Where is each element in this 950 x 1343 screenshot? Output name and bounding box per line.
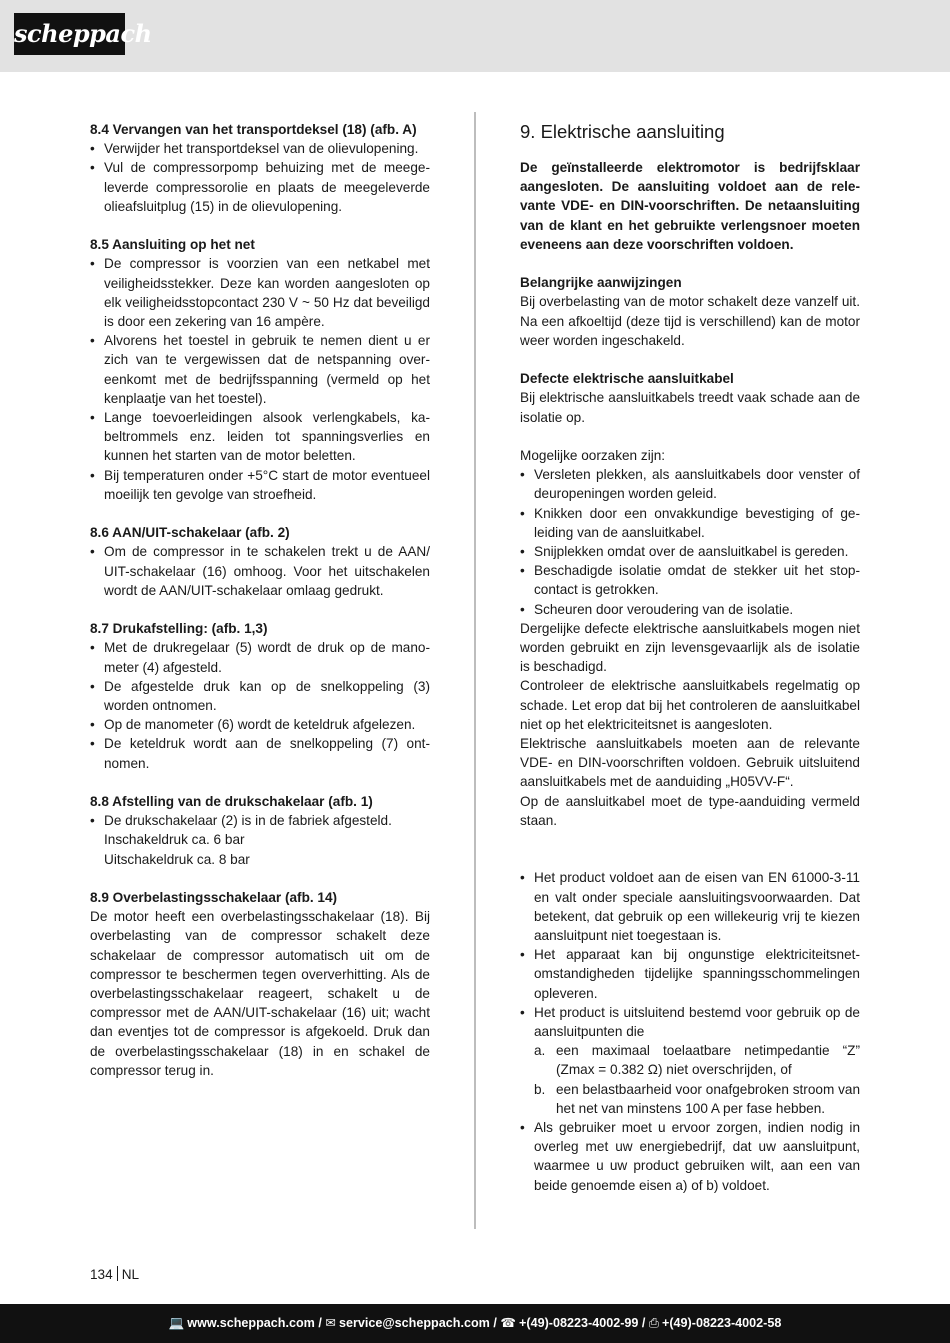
list-item: • Verwijder het transportdeksel van de olievulopening. bbox=[90, 139, 430, 158]
section-8-4-title: 8.4 Vervangen van het transportdeksel (18) (afb. A) bbox=[90, 122, 417, 137]
section-8-7-title: 8.7 Drukafstelling: (afb. 1,3) bbox=[90, 621, 268, 637]
list-item: • Om de compressor in te schakelen trekt u de AAN/ UIT-schakelaar (16) omhoog. Voor het uitschakelen wordt de AAN/UIT-schakelaar omlaag gedrukt. bbox=[90, 542, 430, 600]
footer-email[interactable]: service@scheppach.com bbox=[338, 1316, 490, 1330]
list-item: • Lange toevoerleidingen alsook verlengkabels, kabeltrommels enz. leiden tot spanningsverlies en kunnen het starten van de motor beletten. bbox=[90, 408, 430, 466]
section-8-7-list bbox=[90, 638, 430, 772]
list-item: • Versleten plekken, als aansluitkabels door venster of deuropeningen worden geleid. bbox=[520, 465, 860, 503]
list-item: • De compressor is voorzien van een netkabel met veiligheidsstekker. Deze kan worden aangesloten op elk veiligheidsstopcontact 230 V ~ 50 Hz dat beveiligd is door een zekering van 16 ampère. bbox=[90, 254, 430, 331]
right-column bbox=[520, 120, 860, 1195]
list-item: • Scheuren door veroudering van de isolatie. bbox=[520, 600, 860, 619]
section-8-5-title: 8.5 Aansluiting op het net bbox=[90, 237, 255, 253]
section-8-6-title: 8.6 AAN/UIT-schakelaar (afb. 2) bbox=[90, 525, 290, 541]
list-item: • Als gebruiker moet u ervoor zorgen, indien nodig in overleg met uw energiebedrijf, dat uw aansluitpunt, waarmee u uw product gebruiken wilt, aan een van beide genoemde eisen a) of b) voldoet. bbox=[520, 1118, 860, 1195]
defect-cable-text: Bij elektrische aansluitkabels treedt vaak schade aan de isolatie op. bbox=[520, 390, 860, 425]
section-8-5-list bbox=[90, 254, 430, 504]
fax-icon: ⎙ bbox=[648, 1316, 659, 1330]
section-8-9-text: De motor heeft een overbelastingsschakelaar (18). Bij overbelasting van de compressor schakelt deze schakelaar de compressor automatisch uit om de compressor te beschermen tegen oververhitting. Als de overbelastingsschakelaar reageert, schakelt u de compressor met de AAN/UIT-schakelaar (16) uit; wacht dan eventjes tot de compressor is afgekoeld. Druk dan de overbelastingsschakelaar (18) in en schakel de compressor terug in. bbox=[90, 909, 430, 1078]
sub-item-b bbox=[534, 1080, 860, 1118]
list-item: • De keteldruk wordt aan de snelkoppeling (7) ontnomen. bbox=[90, 734, 430, 772]
section-9-lead: De geïnstalleerde elektromotor is bedrijfsklaar aangesloten. De aansluiting voldoet aan de relevante VDE- en DIN-voorschriften. De netaansluiting van de klant en het gebruikte verlengsnoer moeten eveneens aan deze voorschriften voldoen. bbox=[520, 160, 860, 252]
sub-item-text: een maximaal toelaatbare netimpedantie “Z” (Zmax = 0.382 Ω) niet overschrijden, of bbox=[556, 1043, 860, 1078]
list-item: • Vul de compressorpomp behuizing met de meegeleverde compressorolie en plaats de meegeleverde olieafsluitplug (15) in de olievulopening. bbox=[90, 158, 430, 216]
paragraph: Dergelijke defecte elektrische aansluitkabels mogen niet worden gebruikt en zijn levensgevaarlijk als de isolatie is beschadigd. bbox=[520, 620, 860, 675]
page-language: NL bbox=[121, 1267, 140, 1282]
causes-intro: Mogelijke oorzaken zijn: bbox=[520, 448, 666, 463]
list-item: • Snijplekken omdat over de aansluitkabel is gereden. bbox=[520, 542, 860, 561]
page-separator bbox=[117, 1266, 118, 1281]
computer-icon: 💻 bbox=[168, 1316, 185, 1330]
list-item-text: Het product is uitsluitend bestemd voor gebruik op de aansluitpunten die bbox=[534, 1004, 860, 1040]
footer-website[interactable]: www.scheppach.com bbox=[187, 1316, 315, 1330]
important-notes-title: Belangrijke aanwijzingen bbox=[520, 275, 682, 291]
paragraph: Op de aansluitkabel moet de type-aanduiding vermeld staan. bbox=[520, 793, 860, 828]
switch-off-pressure: Uitschakeldruk ca. 8 bar bbox=[104, 851, 250, 867]
causes-list bbox=[520, 465, 860, 619]
section-8-9-title: 8.9 Overbelastingsschakelaar (afb. 14) bbox=[90, 890, 338, 906]
section-8-8-title: 8.8 Afstelling van de drukschakelaar (afb. 1) bbox=[90, 794, 373, 810]
footer-fax: +(49)-08223-4002-58 bbox=[662, 1316, 782, 1330]
sub-item-label: b. bbox=[534, 1081, 546, 1097]
mail-icon: ✉ bbox=[325, 1316, 336, 1330]
page-number-value: 134 bbox=[90, 1267, 113, 1282]
footer-phone: +(49)-08223-4002-99 bbox=[519, 1316, 639, 1330]
list-item: • Op de manometer (6) wordt de keteldruk afgelezen. bbox=[90, 715, 430, 734]
section-8-8-list bbox=[90, 811, 430, 830]
list-item bbox=[520, 1003, 860, 1118]
scheppach-logo: scheppach bbox=[14, 13, 125, 55]
list-item: • Bij temperaturen onder +5°C start de motor eventueel moeilijk ten gevolge van stroefheid. bbox=[90, 466, 430, 504]
left-column bbox=[90, 120, 430, 1080]
list-item: • Met de drukregelaar (5) wordt de druk op de manometer (4) afgesteld. bbox=[90, 638, 430, 676]
paragraph: Controleer de elektrische aansluitkabels regelmatig op schade. Let erop dat bij het controleren de aansluitkabel niet op het elektriciteitsnet is aangesloten. bbox=[520, 678, 860, 732]
section-9-heading: 9. Elektrische aansluiting bbox=[520, 121, 725, 142]
footer-bar: 💻 www.scheppach.com / ✉ service@scheppach.com / ☎ +(49)-08223-4002-99 / ⎙ +(49)-08223-4002-58 bbox=[0, 1304, 950, 1343]
notes-list bbox=[520, 868, 860, 1194]
section-8-4-list bbox=[90, 139, 430, 216]
sub-item-a bbox=[534, 1041, 860, 1079]
list-item: • Knikken door een onvakkundige bevestiging of geleiding van de aansluitkabel. bbox=[520, 504, 860, 542]
list-item: • Het apparaat kan bij ongunstige elektriciteitsnetomstandigheden tijdelijke spanningsschommelingen opleveren. bbox=[520, 945, 860, 1003]
section-8-6-list bbox=[90, 542, 430, 600]
column-divider bbox=[474, 112, 476, 1229]
page-number bbox=[90, 1265, 139, 1284]
list-item: • Alvorens het toestel in gebruik te nemen dient u er zich van te vergewissen dat de netspanning overeenkomt met de bedrijfsspanning (vermeld op het kenplaatje van het toestel). bbox=[90, 331, 430, 408]
list-item: • Beschadigde isolatie omdat de stekker uit het stopcontact is getrokken. bbox=[520, 561, 860, 599]
sub-item-label: a. bbox=[534, 1043, 546, 1059]
important-notes-text: Bij overbelasting van de motor schakelt deze vanzelf uit. Na een afkoeltijd (deze tijd is verschillend) kan de motor weer worden ingeschakeld. bbox=[520, 294, 860, 348]
defect-cable-title: Defecte elektrische aansluitkabel bbox=[520, 371, 734, 387]
list-item: • De drukschakelaar (2) is in de fabriek afgesteld. bbox=[90, 811, 430, 830]
header-bar bbox=[0, 0, 950, 72]
phone-icon: ☎ bbox=[500, 1316, 517, 1330]
switch-on-pressure: Inschakeldruk ca. 6 bar bbox=[104, 832, 245, 848]
paragraph: Elektrische aansluitkabels moeten aan de relevante VDE- en DIN-voorschriften voldoen. Gebruik uitsluitend aansluitkabels met de aanduiding „H05VV-F“. bbox=[520, 736, 860, 790]
list-item: • De afgestelde druk kan op de snelkoppeling (3) worden ontnomen. bbox=[90, 677, 430, 715]
sub-item-text: een belastbaarheid voor onafgebroken stroom van het net van minstens 100 A per fase hebben. bbox=[556, 1081, 860, 1116]
list-item: • Het product voldoet aan de eisen van EN 61000-3-11 en valt onder speciale aansluitingsvoorwaarden. Dat betekent, dat gebruik op een willekeurig vrij te kiezen aansluitpunt niet toegestaan is. bbox=[520, 868, 860, 945]
